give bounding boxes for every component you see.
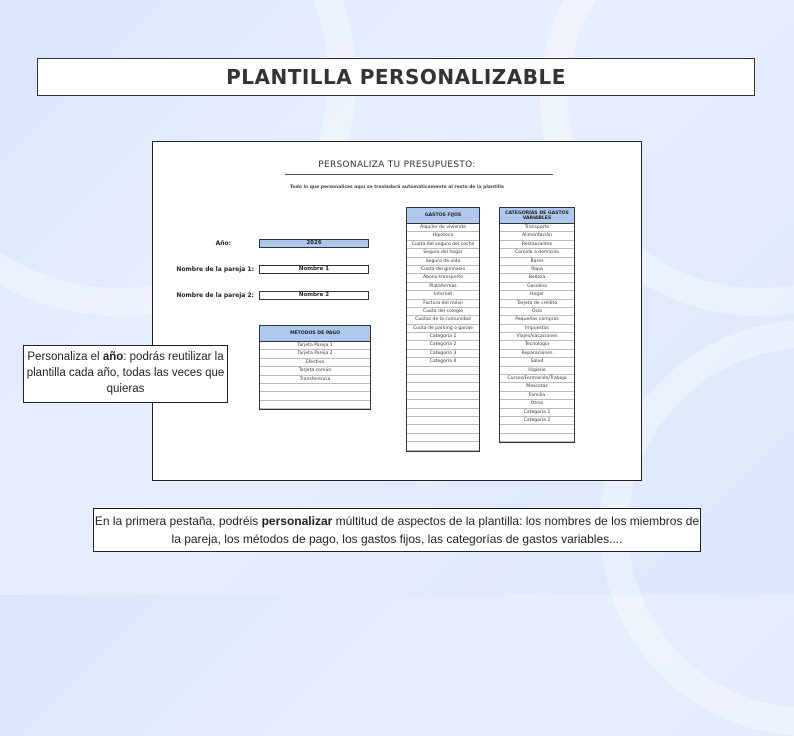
bottom-description — [93, 508, 701, 552]
table-row[interactable]: Cuota del seguro del coche — [407, 241, 479, 249]
table-row[interactable] — [407, 392, 479, 400]
table-row[interactable]: Categoría 3 — [407, 350, 479, 358]
table-row[interactable]: Transferencia — [260, 376, 370, 384]
table-row[interactable]: Internet — [407, 291, 479, 299]
table-row[interactable] — [407, 367, 479, 375]
table-row[interactable]: Comida a domicilio — [500, 249, 574, 257]
table-row[interactable]: Gasolina — [500, 283, 574, 291]
table-row[interactable]: Viajes/vacaciones — [500, 333, 574, 341]
table-row[interactable]: Transporte — [500, 224, 574, 232]
year-field[interactable]: 2026 — [259, 239, 369, 248]
table-row[interactable] — [407, 425, 479, 433]
table-row[interactable]: Impuestos — [500, 325, 574, 333]
table-row[interactable]: Bares — [500, 258, 574, 266]
title-underline — [285, 174, 553, 175]
partner1-label: Nombre de la pareja 1: — [176, 266, 254, 273]
payment-methods-table — [259, 325, 371, 410]
table-row[interactable]: Cuotas de la comunidad — [407, 316, 479, 324]
table-row[interactable]: Tecnología — [500, 341, 574, 349]
table-row[interactable]: Tarjeta Pareja 2 — [260, 350, 370, 358]
partner2-label: Nombre de la pareja 2: — [176, 292, 254, 299]
table-row[interactable]: Seguro de vida — [407, 258, 479, 266]
table-row[interactable]: Reparaciones — [500, 350, 574, 358]
table-row[interactable] — [260, 384, 370, 392]
table-row[interactable]: Alquiler de vivienda — [407, 224, 479, 232]
table-row[interactable] — [407, 417, 479, 425]
table-row[interactable]: Otros — [500, 400, 574, 408]
callout-text-bold: año — [102, 351, 124, 363]
table-row[interactable]: Tarjeta común — [260, 367, 370, 375]
table-row[interactable]: Belleza — [500, 274, 574, 282]
table-row[interactable]: Salud — [500, 358, 574, 366]
table-row[interactable]: Plataformas — [407, 283, 479, 291]
table-row[interactable]: Alimentación — [500, 232, 574, 240]
table-row[interactable] — [407, 375, 479, 383]
table-row[interactable]: Categoría 2 — [500, 417, 574, 425]
table-row[interactable] — [407, 409, 479, 417]
bottom-text-pre: En la primera pestaña, podréis — [94, 514, 262, 528]
table-row[interactable] — [407, 434, 479, 442]
table-row[interactable]: Restaurantes — [500, 241, 574, 249]
table-row[interactable] — [260, 392, 370, 400]
callout-text-pre: Personaliza el — [27, 351, 103, 363]
table-row[interactable]: Cuota del gimnasio — [407, 266, 479, 274]
payment-methods-header: MÉTODOS DE PAGO — [260, 326, 370, 342]
table-row[interactable]: Pequeñas compras — [500, 316, 574, 324]
table-row[interactable]: Cursos/Formación/Trabajo — [500, 375, 574, 383]
partner1-field[interactable]: Nombre 1 — [259, 265, 369, 274]
table-row[interactable]: Tarjeta de crédito — [500, 300, 574, 308]
sheet-title: PERSONALIZA TU PRESUPUESTO: — [318, 160, 476, 170]
bottom-text-bold: personalizar — [261, 514, 333, 528]
table-row[interactable] — [260, 401, 370, 409]
sheet-note: Todo lo que personalices aquí se trasladará automáticamente al resto de la plantilla — [290, 185, 504, 190]
table-row[interactable] — [500, 434, 574, 442]
table-row[interactable]: Familia — [500, 392, 574, 400]
table-row[interactable]: Abono transporte — [407, 274, 479, 282]
table-row[interactable]: Cuota de parking o garaje — [407, 325, 479, 333]
table-row[interactable]: Higiene — [500, 367, 574, 375]
table-row[interactable]: Tarjeta Pareja 1 — [260, 342, 370, 350]
table-row[interactable]: Seguro del hogar — [407, 249, 479, 257]
year-label: Año: — [215, 240, 231, 247]
table-row[interactable]: Categoría 2 — [407, 341, 479, 349]
page-title: PLANTILLA PERSONALIZABLE — [37, 58, 755, 96]
table-row[interactable]: Ocio — [500, 308, 574, 316]
table-row[interactable]: Categoría 4 — [407, 358, 479, 366]
bottom-text-post: múltitud de aspectos de la plantilla: los nombres de los miembros de la pareja, los métodos de pago, los gastos fijos, las categorías de gastos variables.... — [171, 514, 700, 546]
variable-expenses-table — [499, 207, 575, 443]
variable-expenses-header: CATEGORÍAS DE GASTOS VARIABLES — [500, 208, 574, 224]
table-row[interactable] — [407, 442, 479, 450]
table-row[interactable] — [407, 383, 479, 391]
partner2-field[interactable]: Nombre 2 — [259, 291, 369, 300]
table-row[interactable]: Cuota del colegio — [407, 308, 479, 316]
table-row[interactable]: Hipoteca — [407, 232, 479, 240]
table-row[interactable]: Factura del móvil — [407, 300, 479, 308]
table-row[interactable]: Categoría 1 — [407, 333, 479, 341]
fixed-expenses-header: GASTOS FIJOS — [407, 208, 479, 224]
fixed-expenses-table — [406, 207, 480, 452]
table-row[interactable]: Categoría 1 — [500, 409, 574, 417]
table-row[interactable] — [500, 425, 574, 433]
year-callout — [23, 345, 228, 403]
table-row[interactable]: Ropa — [500, 266, 574, 274]
callout-text-post: : podrás reutilizar la plantilla cada año, todas las veces que quieras — [26, 351, 225, 395]
table-row[interactable] — [407, 400, 479, 408]
table-row[interactable]: Mascotas — [500, 383, 574, 391]
table-row[interactable]: Efectivo — [260, 359, 370, 367]
spreadsheet-preview — [152, 141, 642, 481]
table-row[interactable]: Hogar — [500, 291, 574, 299]
